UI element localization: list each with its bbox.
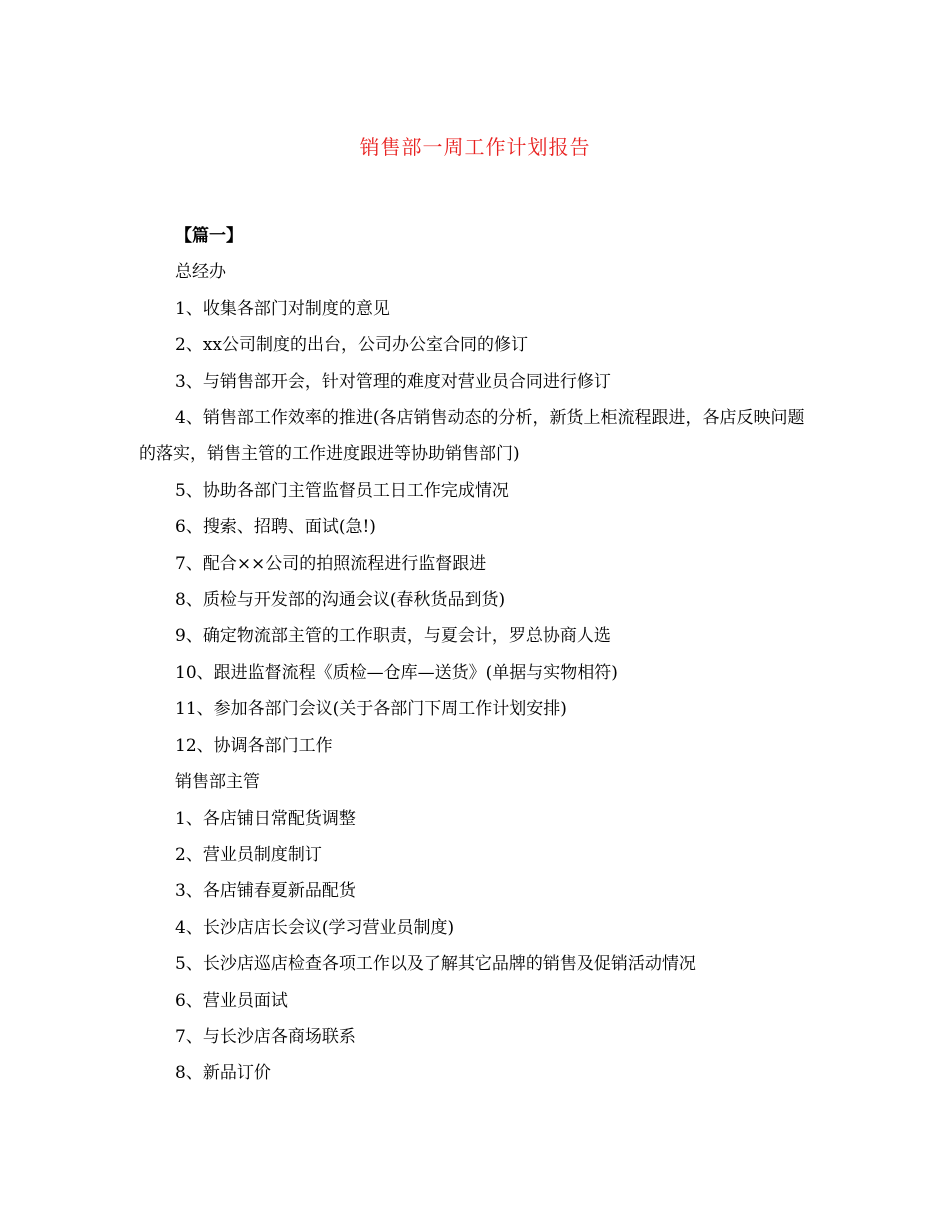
subsection-heading: 总经办 (175, 262, 226, 283)
document-body (139, 218, 815, 1092)
list-item: 4、销售部工作效率的推进(各店销售动态的分析，新货上柜流程跟进，各店反映问题的落实，销售主管的工作进度跟进等协助销售部门) (139, 408, 805, 465)
list-item: 3、各店铺春夏新品配货 (175, 881, 356, 902)
list-item: 1、收集各部门对制度的意见 (175, 298, 390, 319)
list-item: 6、营业员面试 (175, 990, 288, 1011)
list-item: 5、协助各部门主管监督员工日工作完成情况 (175, 480, 509, 501)
list-item: 10、跟进监督流程《质检—仓库—送货》(单据与实物相符) (175, 662, 618, 683)
list-item: 7、与长沙店各商场联系 (175, 1026, 356, 1047)
list-item: 2、营业员制度制订 (175, 844, 322, 865)
list-item: 6、搜索、招聘、面试(急!) (175, 517, 376, 538)
subsection-heading: 销售部主管 (175, 772, 260, 793)
section-heading: 【篇一】 (175, 226, 243, 246)
list-item: 7、配合××公司的拍照流程进行监督跟进 (175, 553, 487, 574)
list-item: 12、协调各部门工作 (175, 735, 333, 756)
list-item: 3、与销售部开会，针对管理的难度对营业员合同进行修订 (175, 371, 611, 392)
list-item: 2、xx公司制度的出台，公司办公室合同的修订 (175, 335, 528, 356)
list-item: 8、质检与开发部的沟通会议(春秋货品到货) (175, 590, 506, 611)
list-item: 8、新品订价 (175, 1063, 271, 1084)
list-item: 5、长沙店巡店检查各项工作以及了解其它品牌的销售及促销活动情况 (175, 954, 696, 975)
page-title: 销售部一周工作计划报告 (359, 135, 591, 159)
list-item: 11、参加各部门会议(关于各部门下周工作计划安排) (175, 699, 567, 720)
list-item: 4、长沙店店长会议(学习营业员制度) (175, 917, 455, 938)
list-item: 1、各店铺日常配货调整 (175, 808, 356, 829)
list-item: 9、确定物流部主管的工作职责，与夏会计，罗总协商人选 (175, 626, 611, 647)
